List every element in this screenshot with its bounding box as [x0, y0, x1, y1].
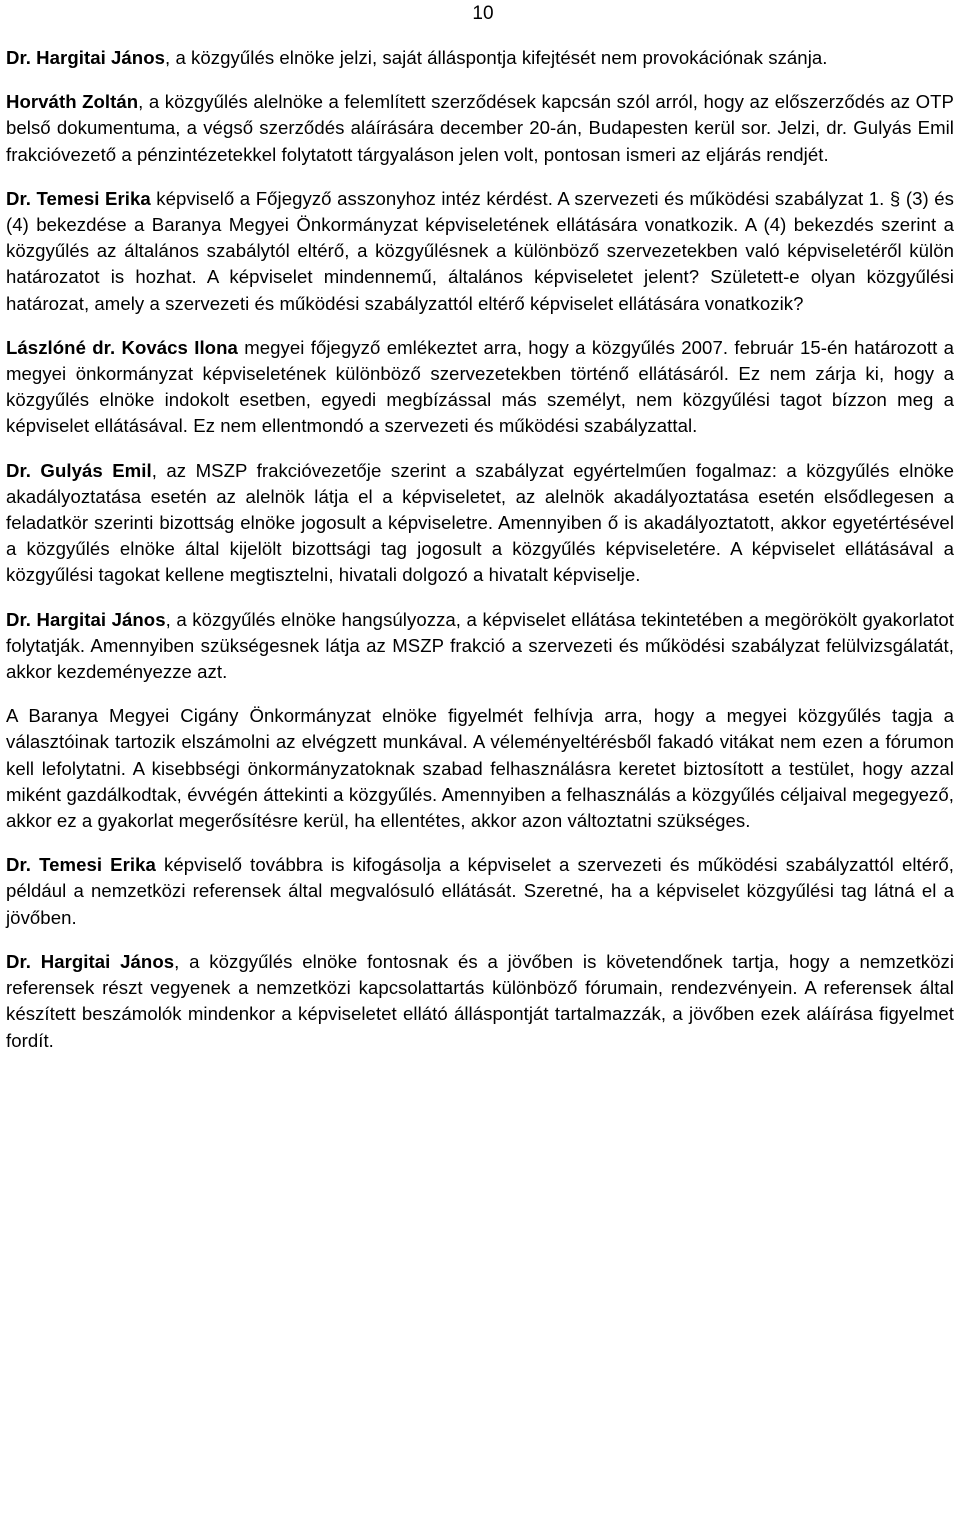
speaker-name: Dr. Temesi Erika — [6, 187, 151, 209]
speaker-name: Lászlóné dr. Kovács Ilona — [6, 336, 238, 358]
minutes-body — [6, 45, 954, 1072]
paragraph-6 — [6, 607, 954, 686]
paragraph-1 — [6, 45, 954, 71]
speaker-name: Dr. Hargitai János — [6, 950, 175, 972]
paragraph-text: megyei főjegyző emlékeztet arra, hogy a közgyűlés 2007. február 15-én határozott a megyei önkormányzat képviseletének különböző szervezetekben történő ellátásáról. Ez nem zárja ki, hogy a közgyűlés elnöke indokolt esetben, egyedi megbízással más személyt, nem közgyűlési tagot bízzon meg a képviselet ellátásával. Ez nem ellentmondó a szervezeti és működési szabályzattal. — [6, 336, 954, 437]
paragraph-text: A Baranya Megyei Cigány Önkormányzat elnöke figyelmét felhívja arra, hogy a megyei közgyűlés tagja a választóinak tartozik elszámolni az elvégzett munkával. A véleményeltérésből fakadó vitákat nem ezen a fórumon kell lefolytatni. A kisebbségi önkormányzatoknak szabad felhasználásra keretet biztosított a testület, hogy azzal miként gazdálkodtak, évvégén áttekinti a közgyűlés. Amennyiben a felhasználás a közgyűlés céljaival megegyező, akkor ez a gyakorlat megerősítésre kerül, ha ellentétes, akkor azon változtatni szükséges. — [6, 705, 954, 832]
speaker-name: Dr. Gulyás Emil — [6, 459, 152, 481]
paragraph-text: , a közgyűlés alelnöke a felemlített szerződések kapcsán szól arról, hogy az előszerződés az OTP belső dokumentuma, a végső szerződés aláírására december 20-án, Budapesten kerül sor. Jelzi, dr. Gulyás Emil frakcióvezető a pénzintézetekkel folytatott tárgyaláson jelen volt, pontosan ismeri az eljárás rendjét. — [6, 91, 954, 165]
paragraph-text: képviselő a Főjegyző asszonyhoz intéz kérdést. A szervezeti és működési szabályzat 1. § (3) és (4) bekezdése a Baranya Megyei Önkormányzat képviseletének ellátására vonatkozik. A (4) bekezdés szerint a közgyűlés az általános szabálytól eltérő, a közgyűlésnek a különböző szervezetekben való képviseletéről külön határozatot is hozhat. A képviselet mindennemű, általános képviseletet jelent? Született-e olyan közgyűlési határozat, amely a szervezeti és működési szabályzattól eltérő képviselet ellátására vonatkozik? — [6, 187, 954, 314]
paragraph-4 — [6, 335, 954, 440]
speaker-name: Horváth Zoltán — [6, 91, 139, 113]
paragraph-text: , a közgyűlés elnöke jelzi, saját álláspontja kifejtését nem provokációnak szánja. — [165, 47, 828, 68]
speaker-name: Dr. Hargitai János — [6, 608, 166, 630]
paragraph-3 — [6, 186, 954, 317]
paragraph-8 — [6, 852, 954, 931]
paragraph-text: képviselő továbbra is kifogásolja a képviselet a szervezeti és működési szabályzattól eltérő, például a nemzetközi referensek által megvalósuló ellátását. Szeretné, ha a képviselet közgyűlési tag látná el a jövőben. — [6, 854, 954, 928]
paragraph-2 — [6, 89, 954, 168]
paragraph-text: , az MSZP frakcióvezetője szerint a szabályzat egyértelműen fogalmaz: a közgyűlés elnöke akadályoztatása esetén az alelnök látja el a képviseletet, az alelnök akadályoztatása esetén elsődlegesen a feladatkör szerinti bizottság elnöke jogosult a képviseletre. Amennyiben ő is akadályoztatott, akkor egyetértésével a közgyűlés elnöke által kijelölt bizottsági tag jogosult a közgyűlés képviseletére. A képviselet ellátásával a közgyűlési tagokat kellene megtisztelni, hivatali dolgozó a hivatalt képviselje. — [6, 459, 955, 586]
paragraph-7 — [6, 703, 954, 834]
paragraph-text: , a közgyűlés elnöke hangsúlyozza, a képviselet ellátása tekintetében a megörökölt gyakorlatot folytatják. Amennyiben szükségesnek látja az MSZP frakció a szervezeti és működési szabályzat felülvizsgálatát, akkor kezdeményezze azt. — [6, 608, 954, 683]
speaker-name: Dr. Hargitai János — [6, 47, 166, 68]
paragraph-9 — [6, 949, 954, 1054]
page-number: 10 — [472, 3, 494, 24]
speaker-name: Dr. Temesi Erika — [6, 854, 156, 876]
paragraph-5 — [6, 458, 954, 589]
paragraph-text: , a közgyűlés elnöke fontosnak és a jövőben is követendőnek tartja, hogy a nemzetközi referensek részt vegyenek a nemzetközi kapcsolattartás különböző fórumain, rendezvényein. A referensek által készített beszámolók mindenkor a képviseletet ellátó álláspontját tartalmazzák, a jövőben ezek aláírása figyelmet fordít. — [6, 950, 954, 1051]
